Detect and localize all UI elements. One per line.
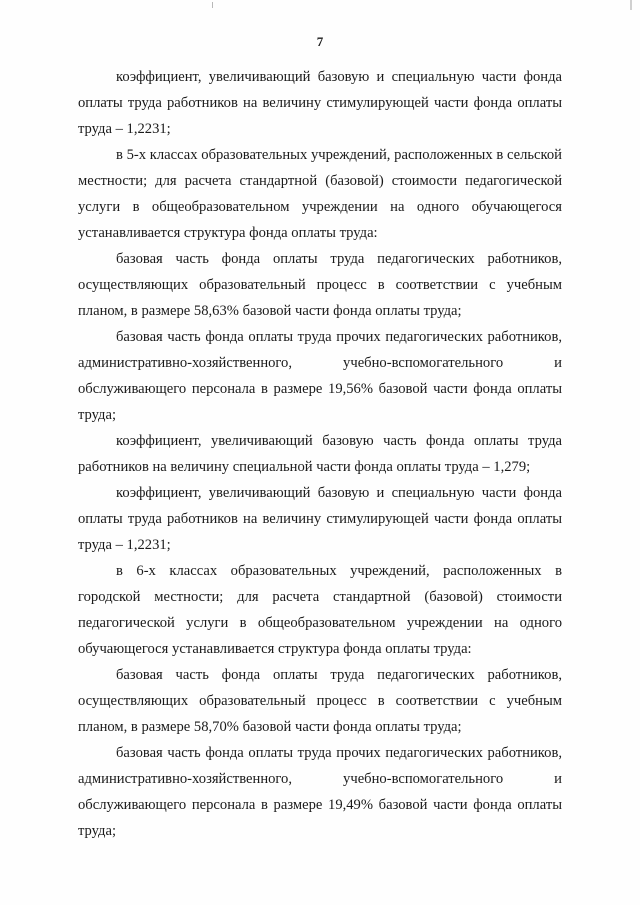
document-body [78,64,562,844]
scan-artifact-edge [630,0,632,10]
paragraph-coefficient-stimulating-1: коэффициент, увеличивающий базовую и специальную части фонда оплаты труда работников на величину стимулирующей части фонда оплаты труда – 1,2231; [78,69,562,137]
paragraph-grade5-rural-structure: в 5-х классах образовательных учреждений, расположенных в сельской местности; для расчета стандартной (базовой) стоимости педагогической услуги в общеобразовательном учреждении на одного обучающегося устанавливается структура фонда оплаты труда: [78,147,562,241]
paragraph-coefficient-stimulating-2: коэффициент, увеличивающий базовую и специальную части фонда оплаты труда работников на величину стимулирующей части фонда оплаты труда – 1,2231; [78,485,562,553]
paragraph-grade6-other-staff-share: базовая часть фонда оплаты труда прочих педагогических работников, административно-хозяйственного, учебно-вспомогательного и обслуживающего персонала в размере 19,49% базовой части фонда оплаты труда; [78,745,562,839]
paragraph-grade6-urban-structure: в 6-х классах образовательных учреждений, расположенных в городской местности; для расчета стандартной (базовой) стоимости педагогической услуги в общеобразовательном учреждении на одного обучающегося устанавливается структура фонда оплаты труда: [78,563,562,657]
paragraph-grade5-teaching-staff-share: базовая часть фонда оплаты труда педагогических работников, осуществляющих образовательный процесс в соответствии с учебным планом, в размере 58,63% базовой части фонда оплаты труда; [78,251,562,319]
paragraph-grade5-other-staff-share: базовая часть фонда оплаты труда прочих педагогических работников, административно-хозяйственного, учебно-вспомогательного и обслуживающего персонала в размере 19,56% базовой части фонда оплаты труда; [78,329,562,423]
paragraph-grade6-teaching-staff-share: базовая часть фонда оплаты труда педагогических работников, осуществляющих образовательный процесс в соответствии с учебным планом, в размере 58,70% базовой части фонда оплаты труда; [78,667,562,735]
scan-artifact-mark [212,2,213,8]
page-number: 7 [316,34,324,49]
paragraph-coefficient-special: коэффициент, увеличивающий базовую часть фонда оплаты труда работников на величину специальной части фонда оплаты труда – 1,279; [78,433,562,475]
